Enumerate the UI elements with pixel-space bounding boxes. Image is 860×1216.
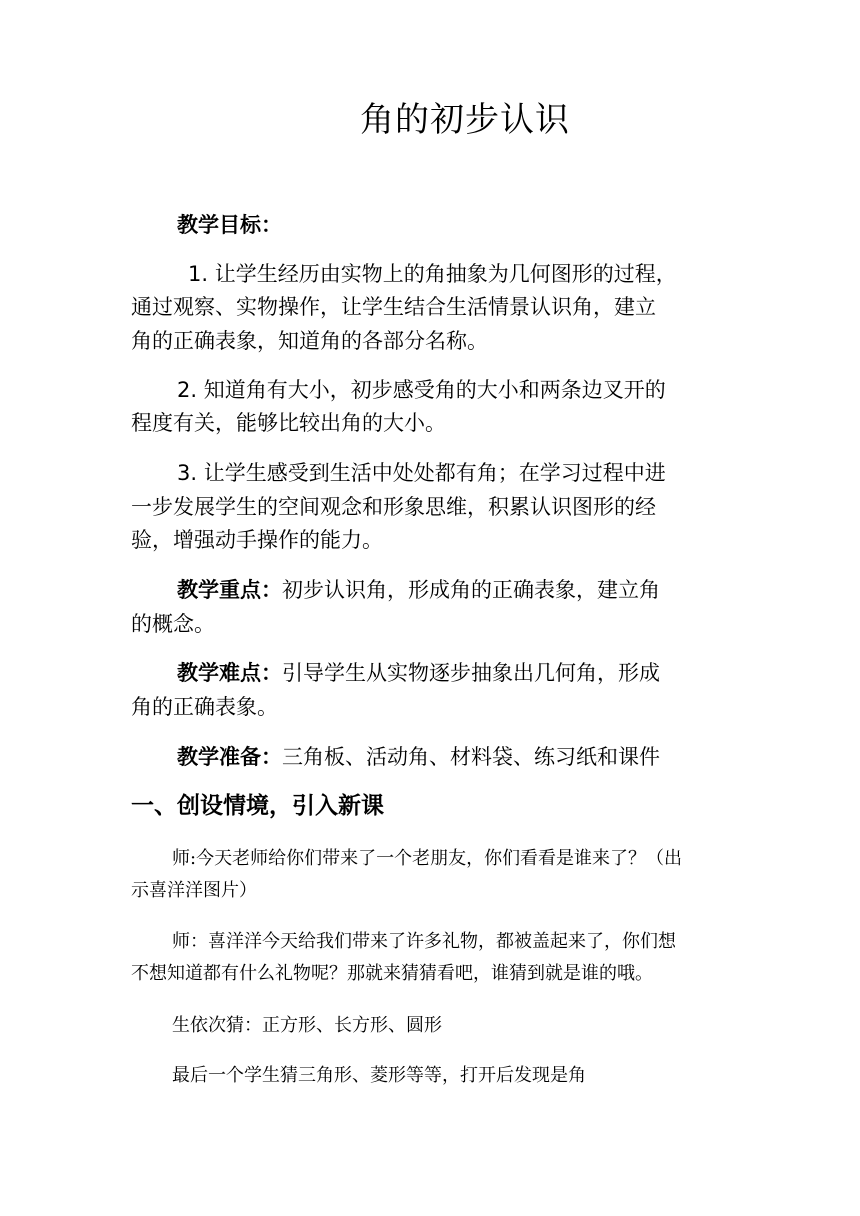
- objective-3-line-1: 3. 让学生感受到生活中处处都有角；在学习过程中进: [177, 461, 666, 485]
- preparation-text: 三角板、活动角、材料袋、练习纸和课件: [282, 745, 660, 769]
- paragraph-1-line-2: 示喜洋洋图片）: [131, 880, 257, 901]
- difficulty-label: 教学难点：: [177, 661, 282, 685]
- difficulty-text: 引导学生从实物逐步抽象出几何角，形成: [282, 661, 660, 685]
- objective-3-line-2: 一步发展学生的空间观念和形象思维，积累认识图形的经: [131, 495, 656, 519]
- paragraph-1-line-1: 师:今天老师给你们带来了一个老朋友，你们看看是谁来了？（出: [172, 848, 683, 869]
- paragraph-4: 最后一个学生猜三角形、菱形等等，打开后发现是角: [172, 1065, 586, 1086]
- key-point-line-2: 的概念。: [131, 612, 215, 636]
- objectives-heading: 教学目标：: [177, 213, 282, 237]
- paragraph-3: 生依次猜：正方形、长方形、圆形: [172, 1015, 442, 1036]
- difficulty-line-2: 角的正确表象。: [131, 695, 278, 719]
- objective-1-line-2: 通过观察、实物操作，让学生结合生活情景认识角，建立: [131, 295, 656, 319]
- page-title: 角的初步认识: [360, 100, 570, 140]
- objective-1-line-1: 1. 让学生经历由实物上的角抽象为几何图形的过程，: [188, 262, 677, 286]
- key-point-line-1: [177, 576, 660, 604]
- objective-2-line-1: 2. 知道角有大小，初步感受角的大小和两条边叉开的: [177, 378, 666, 402]
- preparation-line: [177, 743, 660, 771]
- key-point-label: 教学重点：: [177, 578, 282, 602]
- key-point-text: 初步认识角，形成角的正确表象，建立角: [282, 578, 660, 602]
- objective-2-line-2: 程度有关，能够比较出角的大小。: [131, 411, 446, 435]
- preparation-label: 教学准备：: [177, 745, 282, 769]
- paragraph-2-line-1: 师：喜洋洋今天给我们带来了许多礼物，都被盖起来了，你们想: [172, 931, 676, 952]
- objective-1-line-3: 角的正确表象，知道角的各部分名称。: [131, 329, 488, 353]
- difficulty-line-1: [177, 659, 660, 687]
- section-1-heading: 一、创设情境，引入新课: [131, 793, 384, 819]
- paragraph-2-line-2: 不想知道都有什么礼物呢？那就来猜猜看吧，谁猜到就是谁的哦。: [131, 963, 653, 984]
- objective-3-line-3: 验，增强动手操作的能力。: [131, 528, 383, 552]
